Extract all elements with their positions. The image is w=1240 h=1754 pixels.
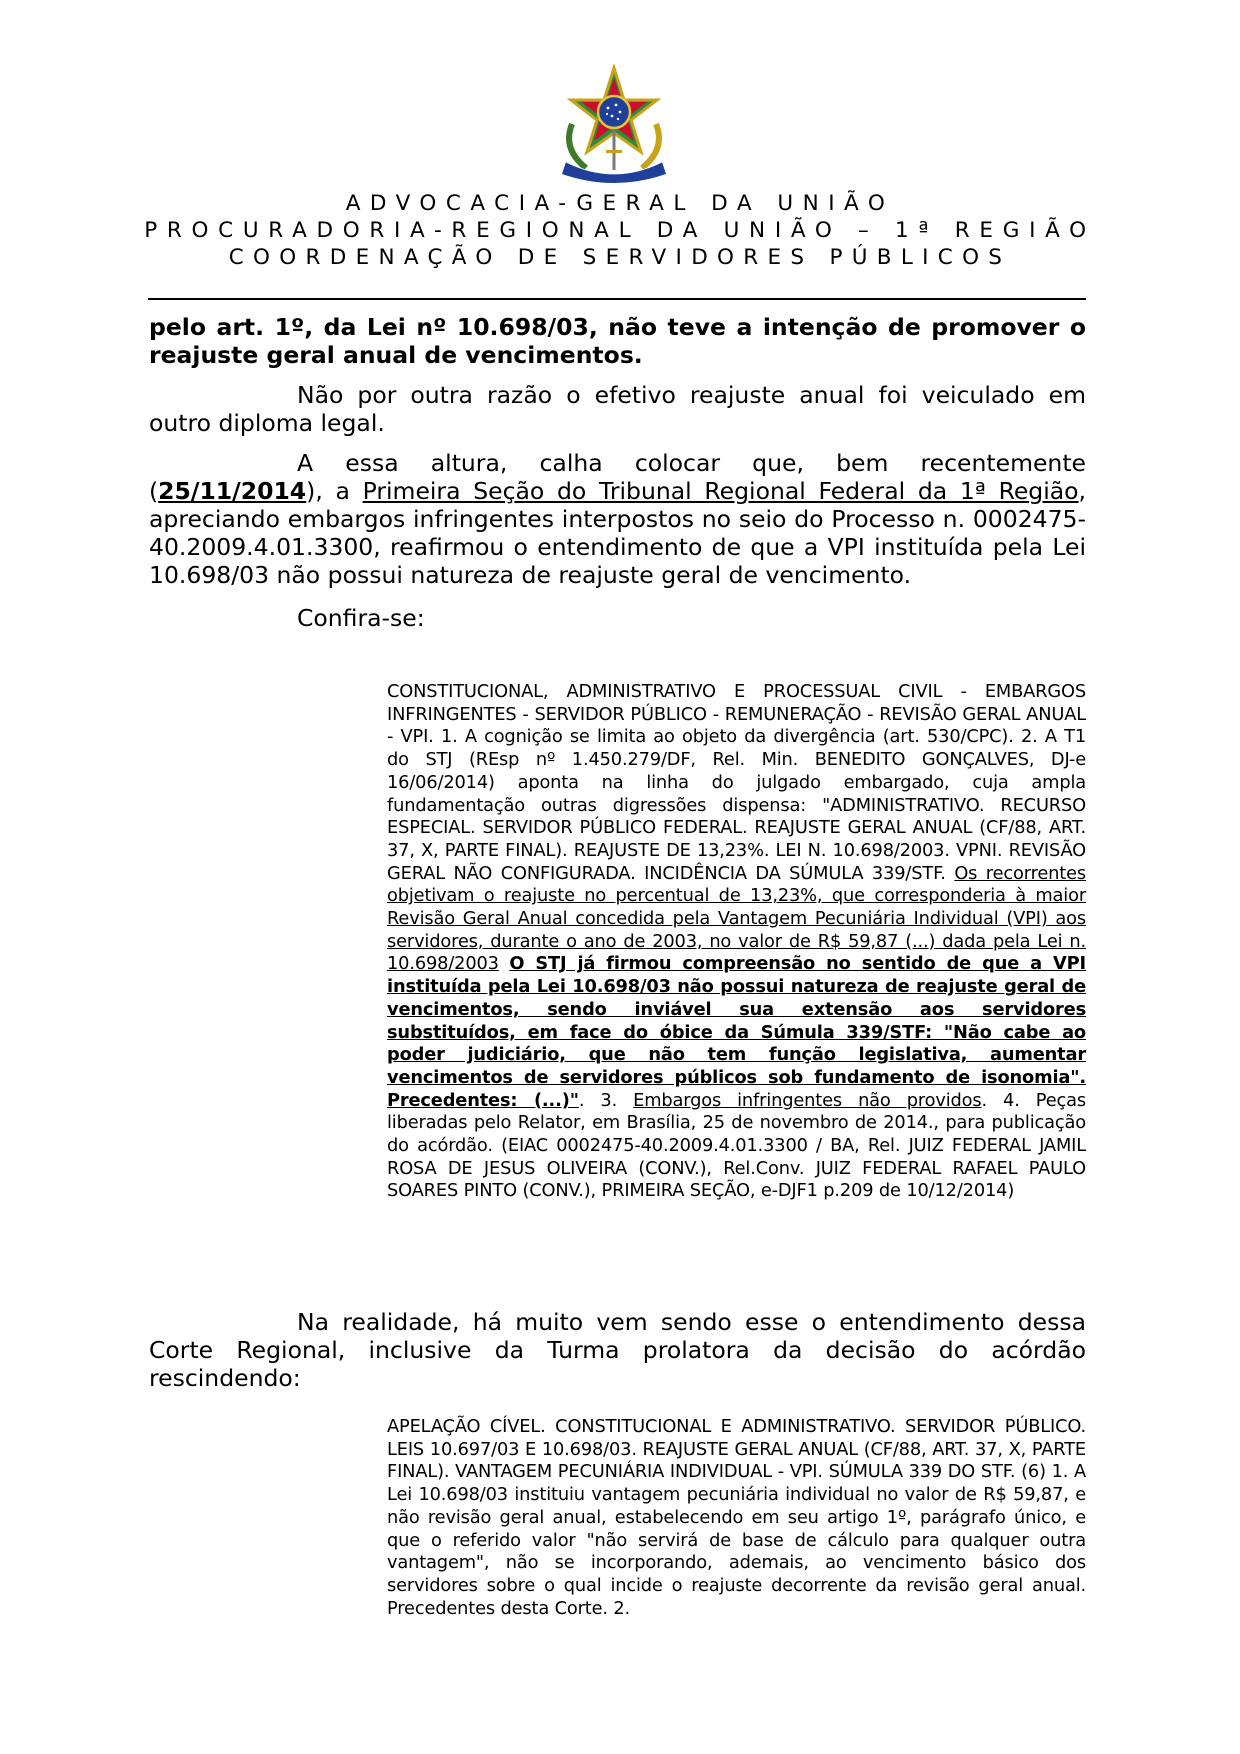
paragraph-text: ), a [306, 477, 363, 505]
decision-date: 25/11/2014 [158, 477, 307, 505]
paragraph-regional-court: Na realidade, há muito vem sendo esse o entendimento dessa Corte Regional, inclusive da Turma prolatora da decisão do acórdão rescindendo: [149, 1308, 1086, 1392]
paragraph-confira: Confira-se: [297, 604, 425, 632]
court-name: Primeira Seção do Tribunal Regional Federal da 1ª Região [362, 477, 1079, 505]
citation-emphasis: O STJ já firmou compreensão no sentido de que a VPI instituída pela Lei 10.698/03 não possui natureza de reajuste geral de vencimentos, sendo inviável sua extensão aos servidores substituídos, em face do óbice da Súmula 339/STF: "Não cabe ao poder judiciário, que não tem função legislativa, aumentar vencimentos de servidores públicos sob fundamento de isonomia". Precedentes: (...)" [387, 953, 1086, 1111]
coat-of-arms-emblem [552, 64, 676, 188]
header-divider [148, 298, 1086, 300]
citation-block-apelacao: APELAÇÃO CÍVEL. CONSTITUCIONAL E ADMINISTRATIVO. SERVIDOR PÚBLICO. LEIS 10.697/03 E 10.698/03. REAJUSTE GERAL ANUAL (CF/88, ART. 37, X, PARTE FINAL). VANTAGEM PECUNIÁRIA INDIVIDUAL - VPI. SÚMULA 339 DO STF. (6) 1. A Lei 10.698/03 instituiu vantagem pecuniária individual no valor de R$ 59,87, e não revisão geral anual, estabelecendo em seu artigo 1º, parágrafo único, e que o referido valor "não servirá de base de cálculo para qualquer outra vantagem", não se incorporando, ademais, ao vencimento básico dos servidores sobre o qual incide o reajuste decorrente da revisão geral anual. Precedentes desta Corte. 2. [387, 1416, 1086, 1619]
citation-underlined: Os recorrentes objetivam o reajuste no percentual de 13,23%, que corresponderia à maior Revisão Geral Anual concedida pela Vantagem Pecuniária Individual (VPI) aos servidores, durante o ano de 2003, no valor de R$ 59,87 (...) dada pela Lei n. 10.698/2003 [387, 862, 1086, 975]
citation-block-eiac [387, 681, 1086, 1203]
paragraph-first-section-decision [149, 449, 1086, 589]
paragraph-annual-adjustment: Não por outra razão o efetivo reajuste anual foi veiculado em outro diploma legal. [149, 381, 1086, 437]
header-regional-office: PROCURADORIA-REGIONAL DA UNIÃO – 1ª REGIÃO [144, 218, 1096, 243]
citation-text: CONSTITUCIONAL, ADMINISTRATIVO E PROCESSUAL CIVIL - EMBARGOS INFRINGENTES - SERVIDOR PÚBLICO - REMUNERAÇÃO - REVISÃO GERAL ANUAL - VPI. 1. A cognição se limita ao objeto da divergência (art. 530/CPC). 2. A T1 do STJ (REsp nº 1.450.279/DF, Rel. Min. BENEDITO GONÇALVES, DJ-e 16/06/2014) aponta na linha do julgado embargado, cuja ampla fundamentação outras digressões dispensa: "ADMINISTRATIVO. RECURSO ESPECIAL. SERVIDOR PÚBLICO FEDERAL. REAJUSTE GERAL ANUAL (CF/88, ART. 37, X, PARTE FINAL). REAJUSTE DE 13,23%. LEI N. 10.698/2003. VPNI. REVISÃO GERAL NÃO CONFIGURADA. INCIDÊNCIA DA SÚMULA 339/STF. [387, 681, 1086, 884]
paragraph-text: A essa altura, calha colocar que, bem recentemente ( [149, 449, 1086, 505]
citation-text: . 3. [578, 1089, 634, 1111]
header-coordination: COORDENAÇÃO DE SERVIDORES PÚBLICOS [228, 245, 1012, 270]
paragraph-continuation: pelo art. 1º, da Lei nº 10.698/03, não teve a intenção de promover o reajuste geral anual de vencimentos. [149, 313, 1086, 369]
paragraph-text: , apreciando embargos infringentes interpostos no seio do Processo n. 0002475-40.2009.4.01.3300, reafirmou o entendimento de que a VPI instituída pela Lei 10.698/03 não possui natureza de reajuste geral de vencimento. [149, 477, 1087, 589]
citation-underlined: Embargos infringentes não providos [633, 1089, 982, 1111]
citation-reference: . 4. Peças liberadas pelo Relator, em Brasília, 25 de novembro de 2014., para publicação do acórdão. (EIAC 0002475-40.2009.4.01.3300 / BA, Rel. JUIZ FEDERAL JAMIL ROSA DE JESUS OLIVEIRA (CONV.), Rel.Conv. JUIZ FEDERAL RAFAEL PAULO SOARES PINTO (CONV.), PRIMEIRA SEÇÃO, e-DJF1 p.209 de 10/12/2014) [387, 1089, 1086, 1202]
header-institution: ADVOCACIA-GERAL DA UNIÃO [345, 191, 895, 216]
citation-text [499, 953, 510, 974]
